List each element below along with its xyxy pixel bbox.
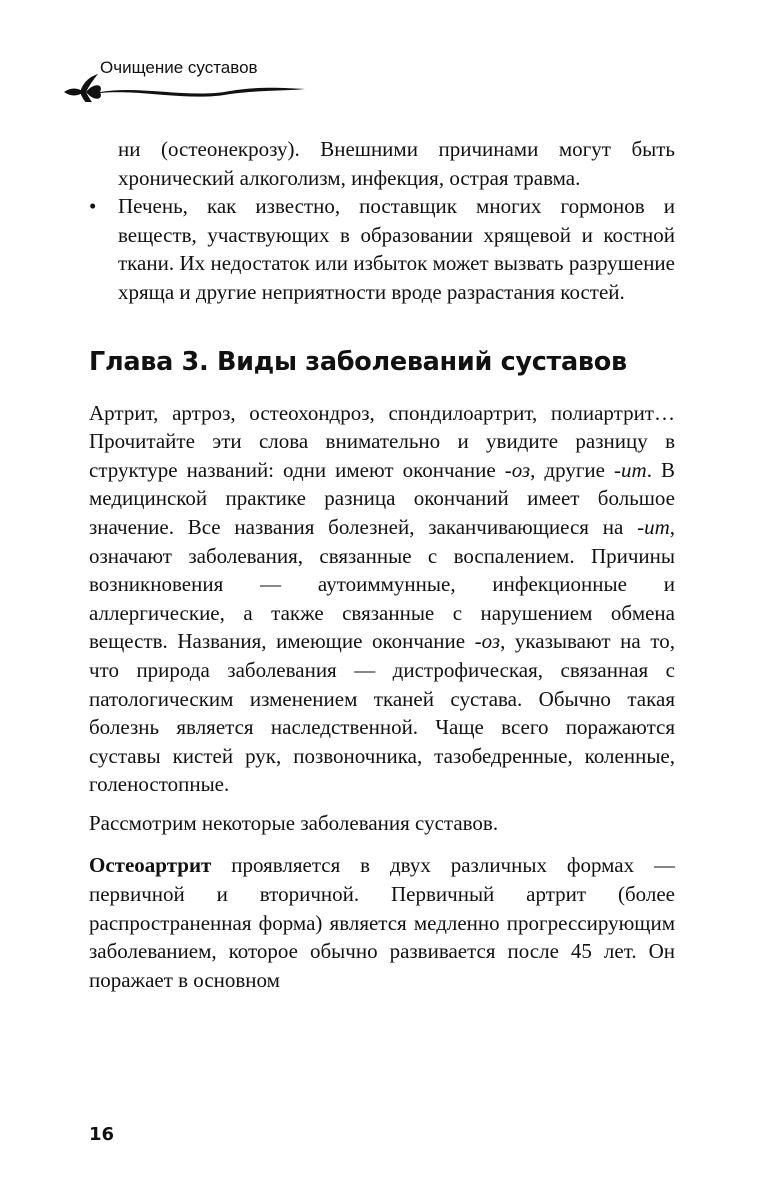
paragraph-text: , указывают на то, что природа заболевания — дистрофическая, связанная с патологическим изменением тканей сустава. Обычно такая болезнь является наследственной. Чаще всего поражаются суставы кистей рук, позвоночника, тазобедренные, коленные, голеностопные. <box>89 629 675 797</box>
body-paragraph-suffixes <box>89 399 675 799</box>
list-item-text: Печень, как известно, поставщик многих гормонов и веществ, участвующих в образовании хрящевой и костной ткани. Их недостаток или избыток может вызвать разрушение хряща и другие неприятности вроде разрастания костей. <box>118 194 675 304</box>
chapter-heading: Глава 3. Виды заболеваний суставов <box>89 346 627 377</box>
paragraph-text: , означают заболевания, связанные с воспалением. Причины возникновения — аутоиммунные, инфекционные и аллергические, а также связанные с нарушением обмена веществ. Названия, имеющие окончание <box>89 514 675 654</box>
body-paragraph-osteoarthritis <box>89 851 675 994</box>
paragraph-text: . В медицинской практике разница окончаний имеет большое значение. Все названия болезней, заканчивающиеся на <box>89 457 675 539</box>
running-head <box>60 50 320 110</box>
suffix-oz: -оз <box>474 629 501 654</box>
paragraph-text: Артрит, артроз, остеохондроз, спондилоартрит, полиартрит… Прочитайте эти слова внимательно и увидите разницу в структуре названий: одни имеют окончание <box>89 400 675 482</box>
term-osteoarthritis: Остеоартрит <box>89 853 212 878</box>
ornament-flourish-icon <box>60 72 310 102</box>
list-item <box>89 192 675 306</box>
running-head-title: Очищение суставов <box>100 58 258 77</box>
continued-paragraph: ни (остеонекрозу). Внешними причинами могут быть хронический алкоголизм, инфекция, острая травма. <box>118 137 675 190</box>
bullet-icon: • <box>89 194 97 219</box>
body-paragraph-intro: Рассмотрим некоторые заболевания суставов. <box>89 810 499 835</box>
page-body <box>89 135 675 994</box>
suffix-oz: -оз <box>504 457 531 482</box>
suffix-it: -ит <box>637 514 670 539</box>
page-number: 16 <box>89 1124 115 1145</box>
paragraph-text: , другие <box>530 457 615 482</box>
paragraph-text: проявляется в двух различных формах — первичной и вторичной. Первичный артрит (более распространенная форма) является медленно прогрессирующим заболеванием, которое обычно развивается после 45 лет. Он поражает в основном <box>89 853 675 992</box>
suffix-it: -ит <box>614 457 647 482</box>
